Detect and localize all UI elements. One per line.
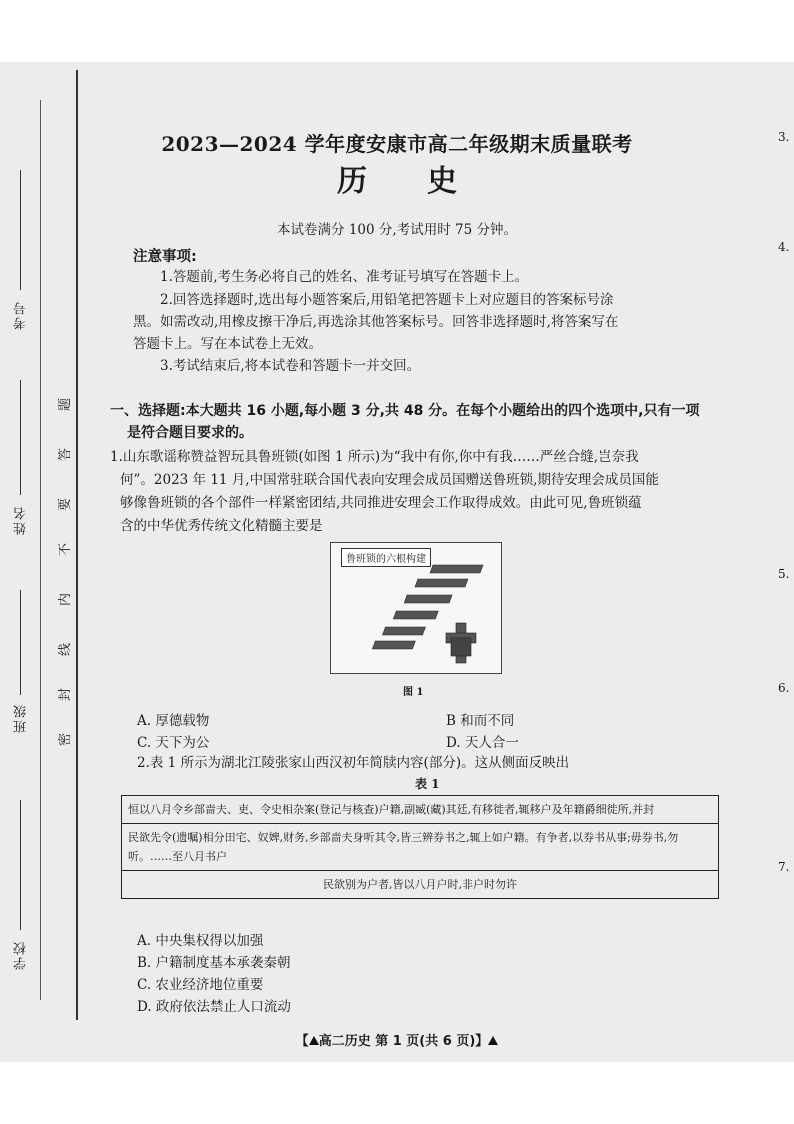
seal-char: 线 <box>58 642 74 657</box>
label-banji: 班级 <box>14 703 29 733</box>
notes-item-3: 3.考试结束后,将本试卷和答题卡一并交回。 <box>160 358 421 374</box>
notes-item-1: 1.答题前,考生务必将自己的姓名、准考证号填写在答题卡上。 <box>160 269 529 285</box>
table-row: 恒以八月令乡部啬夫、吏、令史相杂案(登记与核查)户籍,副臧(藏)其廷,有移徙者,辄移户及年籍爵细徙所,并封 <box>122 796 718 824</box>
question-2-stem: 2.表 1 所示为湖北江陵张家山西汉初年简牍内容(部分)。这从侧面反映出 <box>137 755 570 771</box>
exam-intro: 本试卷满分 100 分,考试用时 75 分钟。 <box>277 222 517 238</box>
label-kaohao: 考号 <box>14 300 29 330</box>
triangle-icon <box>488 1036 498 1045</box>
banji-blank <box>20 590 21 695</box>
table-1 <box>121 795 719 899</box>
seal-char: 密 <box>58 732 74 747</box>
notes-heading: 注意事项: <box>133 249 197 265</box>
q1-option-d: D. 天人合一 <box>446 735 519 751</box>
triangle-icon <box>309 1036 319 1045</box>
exam-title: 2023—2024 学年度安康市高二年级期末质量联考 <box>161 132 633 156</box>
section-heading-line-2: 是符合题目要求的。 <box>127 425 253 441</box>
seal-char: 封 <box>58 687 74 702</box>
q1-option-a: A. 厚德载物 <box>137 713 210 729</box>
q2-option-d: D. 政府依法禁止人口流动 <box>137 999 291 1015</box>
right-margin-number: 5. <box>778 567 790 581</box>
notes-item-2-line-1: 2.回答选择题时,选出每小题答案后,用铅笔把答题卡上对应题目的答案标号涂 <box>160 292 614 308</box>
table-row: 民欲先令(遗嘱)相分田宅、奴婢,财务,乡部啬夫身听其令,皆三辨券书之,辄上如户籍。有争者,以券书从事;毋券书,勿听。……至八月书户 <box>122 824 718 871</box>
q1-line-3: 够像鲁班锁的各个部件一样紧密团结,共同推进安理会工作取得成效。由此可见,鲁班锁蕴 <box>120 495 642 511</box>
seal-char: 题 <box>58 397 74 412</box>
figure-caption-box: 鲁班锁的六根构建 <box>341 548 431 567</box>
page-footer: 【 高二历史 第 1 页(共 6 页)】 <box>0 1030 794 1049</box>
label-xuexiao: 学校 <box>14 940 29 970</box>
exam-subject: 历史 <box>337 164 517 199</box>
q1-line-1: 1.山东歌谣称赞益智玩具鲁班锁(如图 1 所示)为“我中有你,你中有我……严丝合缝,岂奈我 <box>110 449 639 465</box>
section-heading-line-1: 一、选择题:本大题共 16 小题,每小题 3 分,共 48 分。在每个小题给出的四个选项中,只有一项 <box>110 403 700 419</box>
right-margin-number: 3. <box>778 130 790 144</box>
q1-line-4: 含的中华优秀传统文化精髓主要是 <box>120 518 323 534</box>
figure-luban-lock <box>330 542 502 674</box>
notes-item-2-line-3: 答题卡上。写在本试卷上无效。 <box>133 336 322 352</box>
table-label: 表 1 <box>415 777 440 791</box>
q1-line-2: 何”。2023 年 11 月,中国常驻联合国代表向安理会成员国赠送鲁班锁,期待安理会成员国能 <box>120 472 659 488</box>
q2-option-b: B. 户籍制度基本承袭秦朝 <box>137 955 291 971</box>
section-heading <box>110 400 700 444</box>
q2-option-c: C. 农业经济地位重要 <box>137 977 264 993</box>
seal-char: 内 <box>58 592 74 607</box>
xuexiao-blank <box>20 800 21 930</box>
right-margin-number: 7. <box>778 860 790 874</box>
seal-char: 答 <box>58 447 74 462</box>
right-margin-number: 4. <box>778 240 790 254</box>
xingming-blank <box>20 380 21 495</box>
footer-text: 高二历史 第 1 页(共 6 页) <box>318 1034 476 1049</box>
label-xingming: 姓名 <box>14 505 29 535</box>
binding-line <box>76 70 81 1020</box>
q1-option-c: C. 天下为公 <box>137 735 210 751</box>
q1-option-b: B 和而不同 <box>446 713 515 729</box>
notes-item-2-line-2: 黑。如需改动,用橡皮擦干净后,再选涂其他答案标号。回答非选择题时,将答案写在 <box>133 314 619 330</box>
right-margin-number: 6. <box>778 681 790 695</box>
figure-label: 图 1 <box>403 687 424 698</box>
seal-char: 要 <box>58 497 74 512</box>
table-row: 民欲别为户者,皆以八月户时,非户时勿许 <box>323 878 517 891</box>
seal-char: 不 <box>58 542 74 557</box>
question-1 <box>110 446 700 538</box>
q2-option-a: A. 中央集权得以加强 <box>137 933 264 949</box>
